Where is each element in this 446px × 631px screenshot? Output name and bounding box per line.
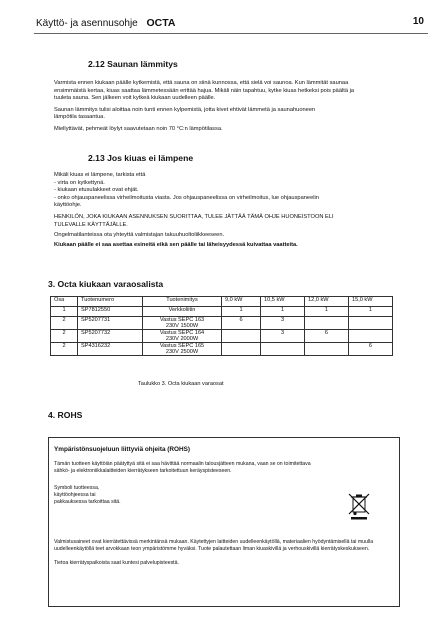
text-line: Miellyttävät, pehmeät löylyt saavutetaan noin 70 °C:n lämpötilassa.	[54, 125, 223, 132]
table-row	[51, 343, 393, 356]
table-cell: SP5207732	[78, 330, 143, 343]
text-line: pakkauksessa tarkoittaa sitä.	[54, 499, 121, 505]
table-cell: 1	[305, 307, 349, 317]
text-line: lämpötila tasaantua.	[54, 114, 105, 121]
text-line: käyttöohjeessa tai	[54, 492, 96, 498]
list-item: - onko ohjauspaneelissa virheilmoitusta viasta. Jos ohjauspaneelissa on virheilmoitus, lue ohjauspaneelin	[54, 194, 319, 201]
table-cell	[222, 343, 261, 356]
table-cell: 6	[222, 317, 261, 330]
text-line: uudelleenkäytöllä teet arvokkaan teon ympäristömme hyväksi. Tuote palautettaan liman kiuaskivillä ja verhouskivillä kierrätyskeskukseen.	[54, 546, 370, 552]
table-cell: 6	[348, 343, 392, 356]
text-line: ensimmäistä kertaa, kiuas saattaa lämmetessään erittää hajua. Mikäli näin tapahtuu, kytke kiuas hetkeksi pois päältä ja	[54, 87, 355, 94]
table-header-cell: 12,0 kW	[305, 297, 349, 307]
brand-name: OCTA	[146, 17, 176, 29]
table-cell: 6	[305, 330, 349, 343]
parts-table	[50, 296, 393, 356]
table-cell: 3	[261, 330, 305, 343]
table-cell: 3	[261, 317, 305, 330]
table-header-cell: Tuotenimitys	[143, 297, 222, 307]
section-2-13-body	[54, 172, 334, 249]
section-heading-2-12: 2.12 Saunan lämmitys	[88, 59, 178, 69]
warning-line: HENKILÖN, JOKA KIUKAAN ASENNUKSEN SUORITTAA, TULEE JÄTTÄÄ TÄMÄ OHJE HUONEISTOON ELI	[54, 213, 334, 220]
rohs-box-title: Ympäristönsuojeluun liittyviä ohjeita (ROHS)	[54, 446, 190, 453]
rohs-paragraph-2	[54, 485, 121, 506]
table-row	[51, 307, 393, 317]
table-header-cell: 10,5 kW	[261, 297, 305, 307]
section-heading-2-13: 2.13 Jos kiuas ei lämpene	[88, 153, 194, 163]
table-header-cell: Osa	[51, 297, 78, 307]
rohs-paragraph-1	[54, 461, 311, 475]
table-cell: 1	[51, 307, 78, 317]
rohs-paragraph-3	[54, 539, 373, 553]
list-item: käyttöohje.	[54, 202, 82, 209]
table-cell	[305, 343, 349, 356]
text-line: Mikäli kiuas ei lämpene, tarkista että	[54, 172, 146, 178]
table-header-cell: 15,0 kW	[348, 297, 392, 307]
rohs-paragraph-4: Tietoa kierrätyspaikoista saat kuntesi palvelupisteestä.	[54, 560, 179, 566]
doc-title: Käyttö- ja asennusohje	[36, 18, 138, 29]
table-cell: 1	[222, 307, 261, 317]
table-header-row	[51, 297, 393, 307]
table-cell: Vastus SEPC 164 230V 2000W	[143, 330, 222, 343]
table-cell: SP4316232	[78, 343, 143, 356]
text-line: Varmista ennen kiukaan päälle kytkemistä, että sauna on siinä kunnossa, että sielä voi saunoa. Kun lämmität saunaa	[54, 80, 349, 86]
table-cell	[261, 343, 305, 356]
table-caption: Taulukko 3. Octa kiukaan varaosat	[138, 381, 224, 387]
table-cell: Verkkoliitin	[143, 307, 222, 317]
table-cell: 1	[261, 307, 305, 317]
page-number: 10	[412, 16, 424, 27]
section-2-12-body	[54, 80, 354, 134]
table-cell	[222, 330, 261, 343]
table-cell	[348, 317, 392, 330]
bold-note: Kiukaan päälle ei saa asettaa esineitä eikä sen päälle tai läheisyydessä kuivattaa vaatteita.	[54, 241, 298, 248]
text-line: Saunan lämmitys tulisi aloittaa noin tunti ennen kylpemistä, jotta kivet ehtivät lämmetä ja saunahuoneen	[54, 106, 316, 113]
section-heading-4: 4. ROHS	[48, 410, 83, 420]
table-cell	[348, 330, 392, 343]
table-cell: Vastus SEPC 165 230V 2500W	[143, 343, 222, 356]
text-line: Valmistusaineet ovat kierrätettävissä merkintänsä mukaan. Käytettyjen laitteiden uudelleenkäytöllä, materiaalien hyödyntämisellä tai muulla	[54, 539, 374, 545]
table-cell	[305, 317, 349, 330]
header-title	[36, 17, 175, 29]
table-cell: 2	[51, 317, 78, 330]
table-cell: 2	[51, 343, 78, 356]
section-heading-3: 3. Octa kiukaan varaosalista	[48, 279, 164, 289]
text-line: Ongelmatilanteissa ota yhteyttä valmistajan takuuhuoltoliikkeeseen.	[54, 232, 225, 239]
table-cell: SP7812550	[78, 307, 143, 317]
table-header-cell: 9,0 kW	[222, 297, 261, 307]
warning-line: TULEVALLE KÄYTTÄJÄLLE.	[54, 221, 128, 228]
table-row	[51, 317, 393, 330]
table-row	[51, 330, 393, 343]
table-cell: 1	[348, 307, 392, 317]
list-item: - virta on kytkettynä.	[54, 179, 105, 186]
header-rule	[34, 33, 428, 34]
text-line: sähkö- ja elektroniikkalaitteiden kierrätykseen tarkoitettuun keräyspisteeseen.	[54, 468, 232, 474]
table-cell: SP5207731	[78, 317, 143, 330]
table-cell: 2	[51, 330, 78, 343]
text-line: Symboli tuotteessa,	[54, 485, 100, 491]
text-line: tuuleta sauna. Sen jälkeen voit kytkeä kiukaan uudelleen päälle.	[54, 95, 216, 102]
text-line: Tämän tuotteen käyttöiän päätyttyä sitä ei saa hävittää normaalin talousjätteen mukana, vaan se on toimitettava	[54, 461, 311, 467]
crossed-out-wheelie-bin-icon	[346, 491, 372, 521]
table-header-cell: Tuotenumero	[78, 297, 143, 307]
table-cell: Vastus SEPC 163 230V 1500W	[143, 317, 222, 330]
list-item: - kiukaan etusulakkeet ovat ehjät.	[54, 187, 139, 194]
